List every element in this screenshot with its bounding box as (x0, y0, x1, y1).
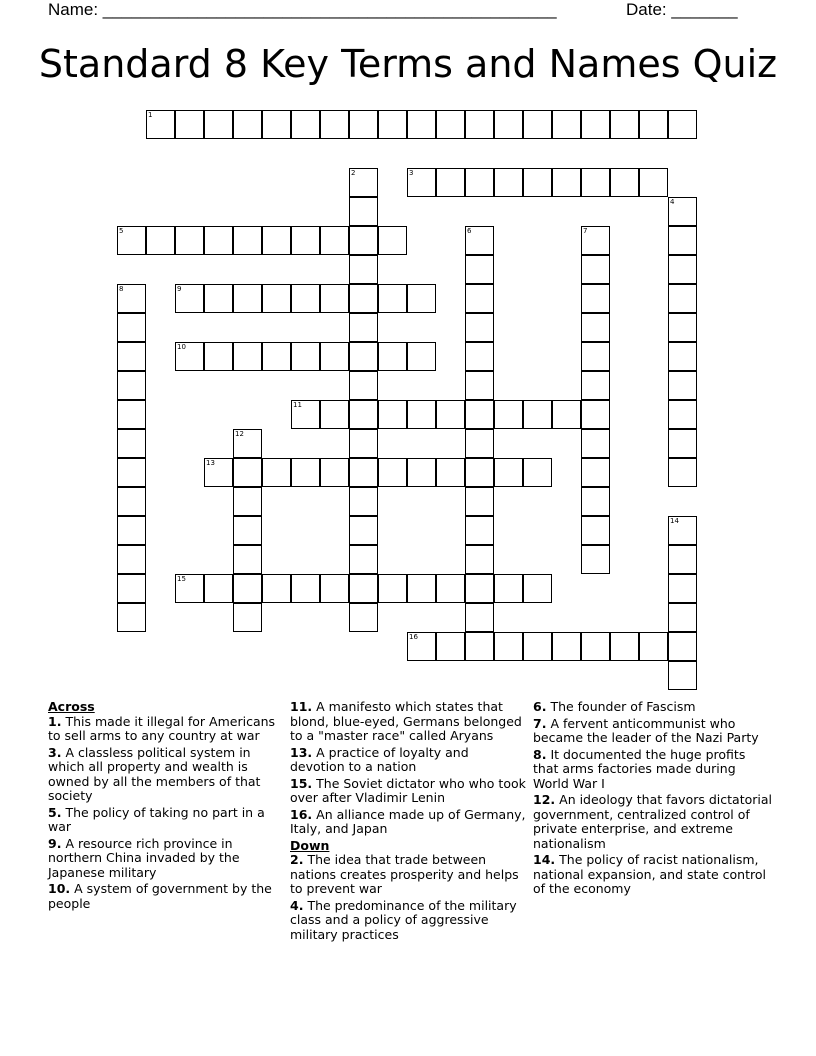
grid-cell[interactable] (378, 400, 407, 429)
cell-number: 4 (670, 198, 675, 206)
grid-cell[interactable] (378, 284, 407, 313)
clue-text: A practice of loyalty and devotion to a nation (290, 744, 469, 774)
clue-text: A fervent anticommunist who became the leader of the Nazi Party (533, 715, 759, 745)
grid-cell[interactable] (465, 516, 494, 545)
grid-cell[interactable] (204, 110, 233, 139)
grid-cell[interactable] (465, 255, 494, 284)
clue-text: A classless political system in which all property and wealth is owned by all the members of that society (48, 744, 261, 803)
grid-cell[interactable] (465, 313, 494, 342)
grid-cell[interactable] (436, 400, 465, 429)
cell-number: 7 (583, 227, 588, 235)
grid-cell[interactable] (581, 313, 610, 342)
grid-cell[interactable] (262, 458, 291, 487)
grid-cell[interactable] (262, 284, 291, 313)
clue-text: This made it illegal for Americans to sell arms to any country at war (48, 713, 276, 743)
clue-down (290, 899, 526, 943)
grid-cell[interactable] (378, 574, 407, 603)
grid-cell[interactable] (146, 110, 175, 139)
grid-cell[interactable] (349, 255, 378, 284)
cell-number: 16 (409, 633, 418, 641)
grid-cell[interactable] (465, 284, 494, 313)
clue-across (48, 806, 280, 835)
clue-number: 4. (290, 897, 304, 913)
down-heading: Down (290, 837, 330, 853)
grid-cell[interactable] (349, 458, 378, 487)
grid-cell[interactable] (639, 632, 668, 661)
grid-cell[interactable] (668, 284, 697, 313)
clue-across (290, 808, 526, 837)
grid-cell[interactable] (146, 226, 175, 255)
grid-cell[interactable] (117, 313, 146, 342)
grid-cell[interactable] (117, 284, 146, 313)
grid-cell[interactable] (117, 487, 146, 516)
grid-cell[interactable] (175, 574, 204, 603)
grid-cell[interactable] (668, 603, 697, 632)
grid-cell[interactable] (349, 342, 378, 371)
grid-cell[interactable] (465, 400, 494, 429)
grid-cell[interactable] (291, 110, 320, 139)
grid-cell[interactable] (204, 226, 233, 255)
grid-cell[interactable] (233, 574, 262, 603)
clues-column-3 (533, 700, 773, 899)
grid-cell[interactable] (668, 516, 697, 545)
grid-cell[interactable] (407, 284, 436, 313)
cell-number: 2 (351, 169, 356, 177)
grid-cell[interactable] (581, 487, 610, 516)
clue-number: 7. (533, 715, 547, 731)
clue-number: 12. (533, 792, 556, 807)
grid-cell[interactable] (668, 342, 697, 371)
grid-cell[interactable] (436, 458, 465, 487)
grid-cell[interactable] (523, 400, 552, 429)
grid-cell[interactable] (465, 342, 494, 371)
grid-cell[interactable] (407, 400, 436, 429)
grid-cell[interactable] (552, 400, 581, 429)
grid-cell[interactable] (291, 342, 320, 371)
grid-cell[interactable] (233, 487, 262, 516)
grid-cell[interactable] (117, 342, 146, 371)
grid-cell[interactable] (610, 632, 639, 661)
cell-number: 6 (467, 227, 472, 235)
clue-text: It documented the huge profits that arms factories made during World War I (533, 746, 746, 791)
grid-cell[interactable] (117, 400, 146, 429)
grid-cell[interactable] (668, 574, 697, 603)
grid-cell[interactable] (117, 371, 146, 400)
clue-across (290, 746, 526, 775)
grid-cell[interactable] (291, 400, 320, 429)
clue-text: The policy of taking no part in a war (48, 804, 265, 834)
cell-number: 10 (177, 343, 186, 351)
clue-text: The predominance of the military class and a policy of aggressive military practices (290, 897, 517, 942)
grid-cell[interactable] (117, 574, 146, 603)
grid-cell[interactable] (117, 603, 146, 632)
grid-cell[interactable] (320, 458, 349, 487)
page-title: Standard 8 Key Terms and Names Quiz (38, 42, 778, 86)
clue-across (48, 746, 280, 804)
grid-cell[interactable] (175, 284, 204, 313)
grid-cell[interactable] (349, 400, 378, 429)
grid-cell[interactable] (552, 632, 581, 661)
grid-cell[interactable] (552, 168, 581, 197)
grid-cell[interactable] (233, 226, 262, 255)
clue-across (48, 837, 280, 881)
grid-cell[interactable] (117, 516, 146, 545)
clue-text: A resource rich province in northern China invaded by the Japanese military (48, 835, 240, 880)
grid-cell[interactable] (262, 342, 291, 371)
date-field[interactable]: Date: _______ (626, 0, 738, 19)
grid-cell[interactable] (494, 400, 523, 429)
cell-number: 3 (409, 169, 414, 177)
grid-cell[interactable] (407, 632, 436, 661)
clue-text: An ideology that favors dictatorial government, centralized control of private enterprise, and extreme nationalism (533, 792, 772, 851)
grid-cell[interactable] (117, 545, 146, 574)
clue-number: 10. (48, 881, 71, 896)
grid-cell[interactable] (668, 255, 697, 284)
grid-cell[interactable] (523, 110, 552, 139)
clue-number: 5. (48, 804, 62, 820)
grid-cell[interactable] (175, 110, 204, 139)
grid-cell[interactable] (639, 168, 668, 197)
grid-cell[interactable] (465, 574, 494, 603)
name-field[interactable]: Name: ________________________________________________ (48, 0, 557, 19)
grid-cell[interactable] (349, 313, 378, 342)
grid-cell[interactable] (581, 255, 610, 284)
clues-column-1 (48, 700, 280, 913)
grid-cell[interactable] (320, 342, 349, 371)
grid-cell[interactable] (233, 429, 262, 458)
grid-cell[interactable] (320, 574, 349, 603)
grid-cell[interactable] (465, 110, 494, 139)
cell-number: 1 (148, 111, 153, 119)
clue-number: 3. (48, 744, 62, 760)
grid-cell[interactable] (349, 226, 378, 255)
grid-cell[interactable] (581, 429, 610, 458)
grid-cell[interactable] (233, 458, 262, 487)
grid-cell[interactable] (378, 458, 407, 487)
clue-across (290, 700, 526, 744)
grid-cell[interactable] (204, 458, 233, 487)
grid-cell[interactable] (175, 226, 204, 255)
grid-cell[interactable] (378, 110, 407, 139)
clue-down (290, 853, 526, 897)
grid-cell[interactable] (407, 458, 436, 487)
grid-cell[interactable] (407, 342, 436, 371)
grid-cell[interactable] (291, 574, 320, 603)
grid-cell[interactable] (581, 516, 610, 545)
clue-down (533, 717, 773, 746)
grid-cell[interactable] (117, 429, 146, 458)
grid-cell[interactable] (204, 574, 233, 603)
grid-cell[interactable] (117, 458, 146, 487)
grid-cell[interactable] (610, 168, 639, 197)
grid-cell[interactable] (349, 574, 378, 603)
grid-cell[interactable] (610, 110, 639, 139)
grid-cell[interactable] (262, 110, 291, 139)
grid-cell[interactable] (204, 284, 233, 313)
clue-text: An alliance made up of Germany, Italy, and Japan (290, 806, 526, 836)
grid-cell[interactable] (581, 545, 610, 574)
clue-text: The idea that trade between nations creates prosperity and helps to prevent war (290, 852, 519, 896)
grid-cell[interactable] (349, 110, 378, 139)
grid-cell[interactable] (262, 574, 291, 603)
grid-cell[interactable] (494, 110, 523, 139)
grid-cell[interactable] (465, 603, 494, 632)
grid-cell[interactable] (349, 487, 378, 516)
grid-cell[interactable] (523, 458, 552, 487)
grid-cell[interactable] (233, 284, 262, 313)
grid-cell[interactable] (407, 110, 436, 139)
grid-cell[interactable] (407, 168, 436, 197)
grid-cell[interactable] (465, 429, 494, 458)
grid-cell[interactable] (668, 226, 697, 255)
clue-across (48, 715, 280, 744)
grid-cell[interactable] (349, 516, 378, 545)
grid-cell[interactable] (233, 545, 262, 574)
grid-cell[interactable] (581, 458, 610, 487)
clue-number: 2. (290, 852, 304, 867)
grid-cell[interactable] (233, 342, 262, 371)
grid-cell[interactable] (378, 226, 407, 255)
grid-cell[interactable] (668, 400, 697, 429)
grid-cell[interactable] (552, 110, 581, 139)
grid-cell[interactable] (581, 632, 610, 661)
grid-cell[interactable] (320, 226, 349, 255)
grid-cell[interactable] (581, 400, 610, 429)
grid-cell[interactable] (262, 226, 291, 255)
grid-cell[interactable] (494, 458, 523, 487)
grid-cell[interactable] (204, 342, 233, 371)
grid-cell[interactable] (349, 168, 378, 197)
grid-cell[interactable] (349, 545, 378, 574)
cell-number: 5 (119, 227, 124, 235)
clue-number: 1. (48, 713, 62, 729)
grid-cell[interactable] (494, 632, 523, 661)
grid-cell[interactable] (349, 371, 378, 400)
grid-cell[interactable] (523, 632, 552, 661)
clue-down (533, 700, 773, 715)
grid-cell[interactable] (581, 371, 610, 400)
grid-cell[interactable] (465, 487, 494, 516)
grid-cell[interactable] (436, 110, 465, 139)
grid-cell[interactable] (117, 226, 146, 255)
clue-number: 16. (290, 806, 313, 822)
grid-cell[interactable] (233, 603, 262, 632)
grid-cell[interactable] (523, 574, 552, 603)
clue-text: A manifesto which states that blond, blue-eyed, Germans belonged to a "master race" called Aryans (290, 699, 522, 743)
grid-cell[interactable] (320, 110, 349, 139)
across-heading: Across (48, 699, 95, 714)
grid-cell[interactable] (349, 284, 378, 313)
cell-number: 12 (235, 430, 244, 438)
cell-number: 8 (119, 285, 124, 293)
cell-number: 9 (177, 285, 182, 293)
grid-cell[interactable] (436, 168, 465, 197)
grid-cell[interactable] (291, 458, 320, 487)
grid-cell[interactable] (175, 342, 204, 371)
grid-cell[interactable] (465, 458, 494, 487)
grid-cell[interactable] (581, 110, 610, 139)
grid-cell[interactable] (320, 284, 349, 313)
grid-cell[interactable] (349, 429, 378, 458)
grid-cell[interactable] (436, 574, 465, 603)
grid-cell[interactable] (581, 168, 610, 197)
clue-number: 8. (533, 746, 547, 762)
clue-across (48, 882, 280, 911)
clue-number: 15. (290, 775, 313, 791)
grid-cell[interactable] (668, 371, 697, 400)
clue-text: The policy of racist nationalism, national expansion, and state control of the economy (533, 852, 766, 896)
grid-cell[interactable] (668, 632, 697, 661)
clue-text: The Soviet dictator who who took over after Vladimir Lenin (290, 775, 526, 805)
clue-down (533, 793, 773, 851)
clue-number: 13. (290, 744, 313, 760)
clue-down (533, 748, 773, 792)
grid-cell[interactable] (465, 168, 494, 197)
grid-cell[interactable] (465, 545, 494, 574)
grid-cell[interactable] (639, 110, 668, 139)
clue-number: 11. (290, 699, 313, 714)
grid-cell[interactable] (465, 371, 494, 400)
clue-across (290, 777, 526, 806)
grid-cell[interactable] (494, 168, 523, 197)
grid-cell[interactable] (436, 632, 465, 661)
grid-cell[interactable] (291, 284, 320, 313)
cell-number: 11 (293, 401, 302, 409)
clue-text: A system of government by the people (48, 881, 272, 911)
grid-cell[interactable] (378, 342, 407, 371)
cell-number: 14 (670, 517, 679, 525)
grid-cell[interactable] (523, 168, 552, 197)
grid-cell[interactable] (668, 545, 697, 574)
clue-down (533, 853, 773, 897)
grid-cell[interactable] (494, 574, 523, 603)
grid-cell[interactable] (233, 516, 262, 545)
grid-cell[interactable] (581, 284, 610, 313)
grid-cell[interactable] (465, 632, 494, 661)
grid-cell[interactable] (668, 110, 697, 139)
grid-cell[interactable] (668, 458, 697, 487)
grid-cell[interactable] (581, 226, 610, 255)
grid-cell[interactable] (668, 313, 697, 342)
grid-cell[interactable] (233, 110, 262, 139)
grid-cell[interactable] (668, 661, 697, 690)
grid-cell[interactable] (291, 226, 320, 255)
clue-number: 9. (48, 835, 62, 851)
cell-number: 15 (177, 575, 186, 583)
clue-number: 6. (533, 699, 547, 714)
grid-cell[interactable] (668, 197, 697, 226)
grid-cell[interactable] (349, 197, 378, 226)
cell-number: 13 (206, 459, 215, 467)
clue-text: The founder of Fascism (550, 699, 696, 714)
grid-cell[interactable] (465, 226, 494, 255)
grid-cell[interactable] (581, 342, 610, 371)
grid-cell[interactable] (668, 429, 697, 458)
grid-cell[interactable] (407, 574, 436, 603)
grid-cell[interactable] (349, 603, 378, 632)
clue-number: 14. (533, 852, 556, 867)
clues-column-2 (290, 700, 526, 944)
grid-cell[interactable] (320, 400, 349, 429)
